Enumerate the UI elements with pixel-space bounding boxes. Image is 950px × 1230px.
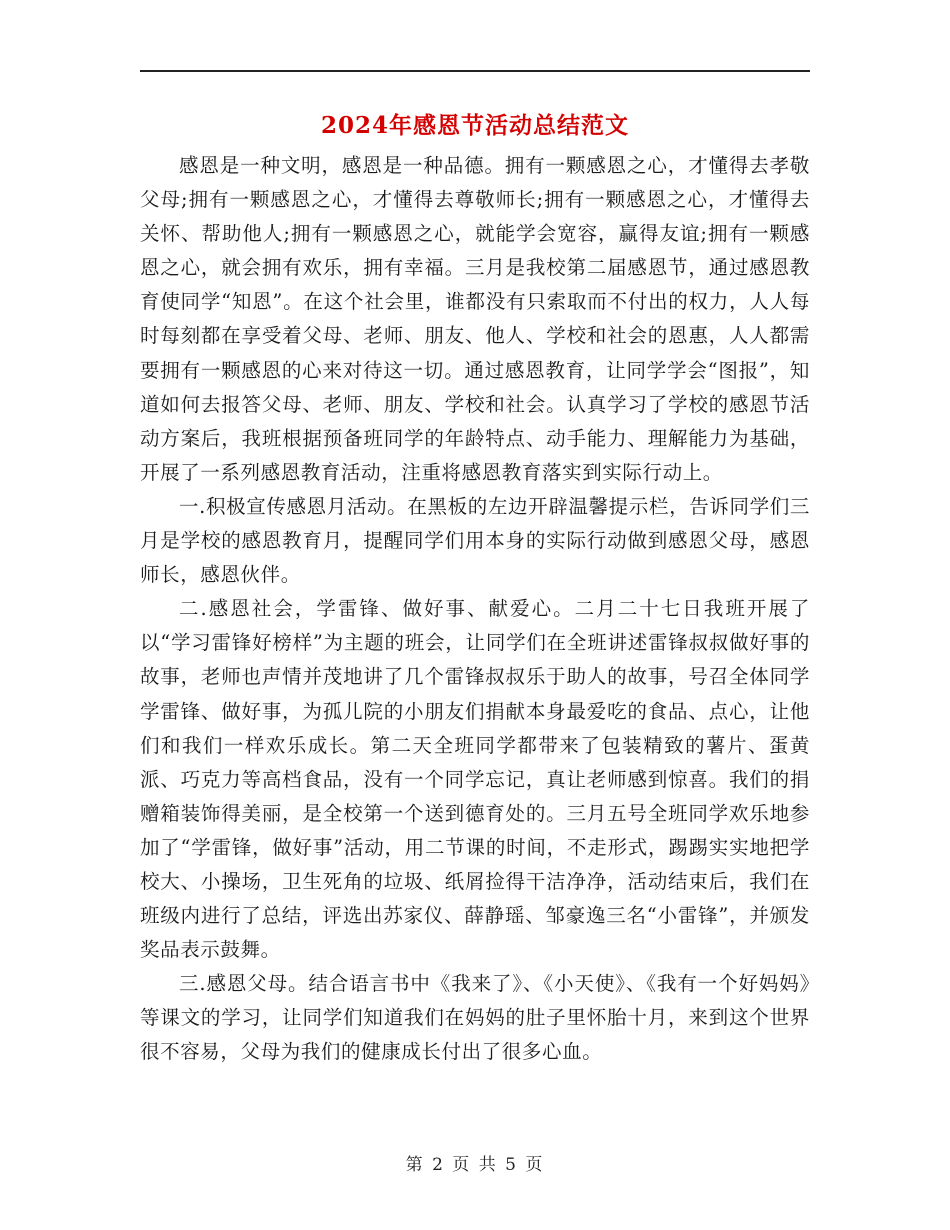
paragraph-section-3: 三.感恩父母。结合语言书中《我来了》、《小天使》、《我有一个好妈妈》等课文的学习，让同学们知道我们在妈妈的肚子里怀胎十月，来到这个世界很不容易，父母为我们的健康成长付出了很多心血。 — [140, 972, 810, 1064]
paragraph-section-1: 一.积极宣传感恩月活动。在黑板的左边开辟温馨提示栏，告诉同学们三月是学校的感恩教育月，提醒同学们用本身的实际行动做到感恩父母，感恩师长，感恩伙伴。 — [140, 494, 810, 587]
paragraph-intro: 感恩是一种文明，感恩是一种品德。拥有一颗感恩之心，才懂得去孝敬父母;拥有一颗感恩之心，才懂得去尊敬师长;拥有一颗感恩之心，才懂得去关怀、帮助他人;拥有一颗感恩之心，就能学会宽容，赢得友谊;拥有一颗感恩之心，就会拥有欢乐，拥有幸福。三月是我校第二届感恩节，通过感恩教育使同学“知恩”。在这个社会里，谁都没有只索取而不付出的权力，人人每时每刻都在享受着父母、老师、朋友、他人、学校和社会的恩惠，人人都需要拥有一颗感恩的心来对待这一切。通过感恩教育，让同学学会“图报”，知道如何去报答父母、老师、朋友、学校和社会。认真学习了学校的感恩节活动方案后，我班根据预备班同学的年龄特点、动手能力、理解能力为基础，开展了一系列感恩教育活动，注重将感恩教育落实到实际行动上。 — [140, 154, 810, 484]
document-body — [140, 149, 810, 1070]
page-footer: 第 2 页 共 5 页 — [405, 1155, 545, 1175]
document-title: 2024年感恩节活动总结范文 — [320, 112, 629, 139]
paragraph-section-2: 二.感恩社会，学雷锋、做好事、献爱心。二月二十七日我班开展了以“学习雷锋好榜样”为主题的班会，让同学们在全班讲述雷锋叔叔做好事的故事，老师也声情并茂地讲了几个雷锋叔叔乐于助人的故事，号召全体同学学雷锋、做好事，为孤儿院的小朋友们捐献本身最爱吃的食品、点心，让他们和我们一样欢乐成长。第二天全班同学都带来了包装精致的薯片、蛋黄派、巧克力等高档食品，没有一个同学忘记，真让老师感到惊喜。我们的捐赠箱装饰得美丽，是全校第一个送到德育处的。三月五号全班同学欢乐地参加了“学雷锋，做好事”活动，用二节课的时间，不走形式，踢踢实实地把学校大、小操场，卫生死角的垃圾、纸屑捡得干洁净净，活动结束后，我们在班级内进行了总结，评选出苏家仪、薛静瑶、邹豪逸三名“小雷锋”，并颁发奖品表示鼓舞。 — [140, 597, 810, 962]
header-rule — [140, 70, 810, 72]
